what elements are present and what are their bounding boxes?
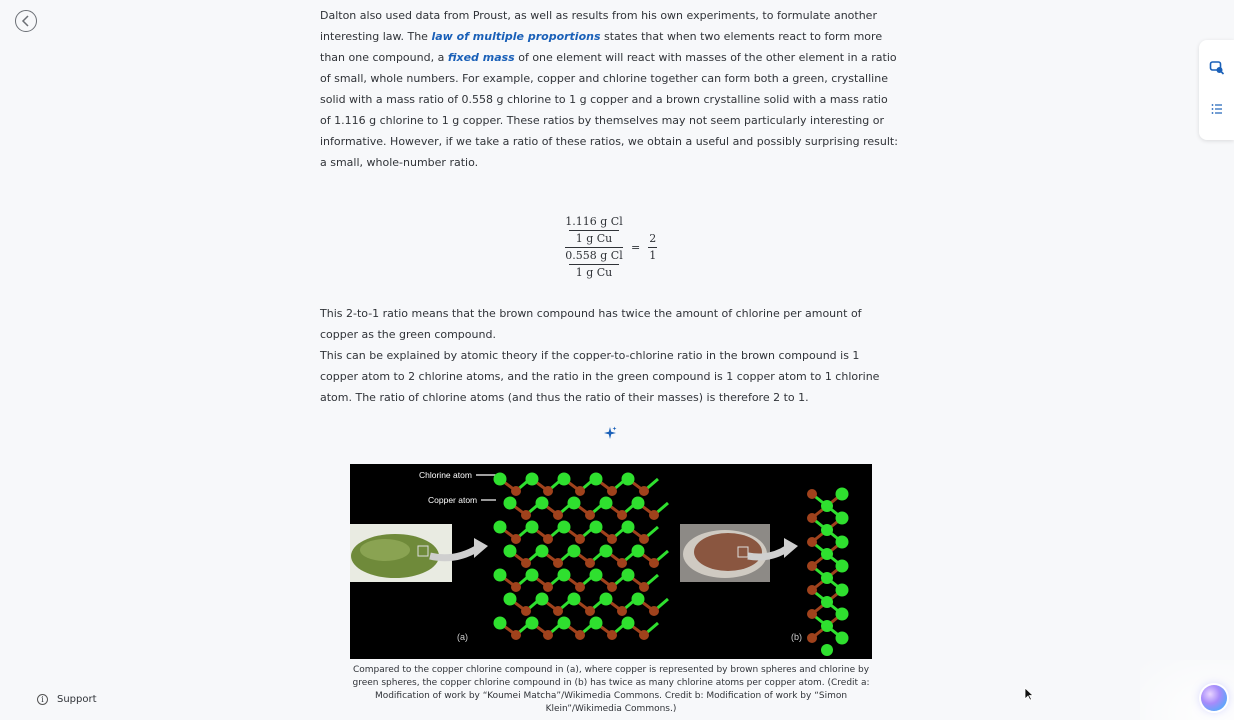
chlorine-atom xyxy=(526,521,539,534)
chlorine-atom xyxy=(836,560,849,573)
chlorine-atom xyxy=(558,617,571,630)
copper-atom xyxy=(639,486,649,496)
chlorine-atom xyxy=(836,632,849,645)
chlorine-atom xyxy=(504,593,517,606)
equation-term: 1 g Cu xyxy=(575,266,613,279)
chlorine-atom-label: Chlorine atom xyxy=(419,470,472,480)
lattice-a xyxy=(494,473,669,641)
panel-a-label: (a) xyxy=(457,632,468,642)
chlorine-atom xyxy=(632,545,645,558)
chlorine-atom xyxy=(504,497,517,510)
mouse-cursor-icon xyxy=(1024,687,1034,701)
result-fraction xyxy=(648,232,657,263)
copper-atom xyxy=(543,630,553,640)
copper-atom xyxy=(807,537,817,547)
copper-atom xyxy=(521,510,531,520)
chlorine-atom xyxy=(836,584,849,597)
paragraph-text: Dalton also used data from Proust, as well as results from his own experiments, to formulate another interesting law. The xyxy=(320,9,877,43)
paragraph-text: states that when two elements react to form more than one compound, a xyxy=(320,30,883,64)
equation-term: 0.558 g Cl xyxy=(565,249,623,262)
numerator-fraction xyxy=(565,215,622,246)
side-toolbar xyxy=(1199,40,1234,140)
copper-atom xyxy=(511,486,521,496)
copper-atom xyxy=(807,513,817,523)
chlorine-atom xyxy=(494,521,507,534)
arrow-a-head xyxy=(474,538,488,558)
copper-atom xyxy=(553,606,563,616)
chat-search-button[interactable] xyxy=(1209,60,1225,76)
copper-atom xyxy=(575,486,585,496)
sparkle-icon xyxy=(603,426,617,440)
copper-atom xyxy=(553,510,563,520)
green-powder-photo-shape xyxy=(360,539,410,561)
chat-search-icon xyxy=(1209,60,1225,76)
copper-atom xyxy=(639,534,649,544)
arrow-b-head xyxy=(784,538,798,558)
chlorine-atom xyxy=(536,545,549,558)
chlorine-atom xyxy=(558,521,571,534)
chlorine-atom xyxy=(558,569,571,582)
chlorine-atom xyxy=(590,569,603,582)
chlorine-atom xyxy=(494,617,507,630)
crystal-structure-illustration xyxy=(350,464,872,659)
article-content xyxy=(320,5,900,408)
equation-term: 1.116 g Cl xyxy=(565,215,623,228)
chlorine-atom xyxy=(536,593,549,606)
copper-atom xyxy=(807,609,817,619)
copper-atom xyxy=(639,630,649,640)
copper-atom xyxy=(553,558,563,568)
equation-term: 1 xyxy=(649,249,657,262)
copper-atom xyxy=(543,534,553,544)
chlorine-atom xyxy=(836,512,849,525)
copper-atom xyxy=(521,606,531,616)
chlorine-atom xyxy=(836,488,849,501)
copper-atom xyxy=(617,606,627,616)
copper-atom xyxy=(639,582,649,592)
chlorine-atom xyxy=(504,545,517,558)
chlorine-atom xyxy=(590,521,603,534)
copper-atom xyxy=(543,582,553,592)
chlorine-atom xyxy=(821,524,833,536)
copper-chloride-figure xyxy=(350,464,872,659)
info-icon: i xyxy=(37,694,48,705)
chlorine-atom xyxy=(622,521,635,534)
copper-atom-label: Copper atom xyxy=(428,495,478,505)
lattice-b xyxy=(807,488,849,657)
chlorine-atom xyxy=(836,608,849,621)
panel-b-label: (b) xyxy=(791,632,802,642)
chlorine-atom xyxy=(494,569,507,582)
chlorine-atom xyxy=(821,596,833,608)
back-button[interactable] xyxy=(15,10,37,32)
chlorine-atom xyxy=(600,497,613,510)
chlorine-atom xyxy=(536,497,549,510)
chlorine-atom xyxy=(600,593,613,606)
support-label: Support xyxy=(57,694,97,705)
chlorine-atom xyxy=(632,593,645,606)
chlorine-atom xyxy=(821,620,833,632)
chlorine-atom xyxy=(568,593,581,606)
copper-atom xyxy=(807,633,817,643)
copper-atom xyxy=(575,582,585,592)
chlorine-atom xyxy=(821,644,833,656)
copper-atom xyxy=(585,510,595,520)
copper-atom xyxy=(511,630,521,640)
chlorine-atom xyxy=(590,473,603,486)
equals-sign: = xyxy=(631,241,641,254)
chlorine-atom xyxy=(622,473,635,486)
copper-atom xyxy=(649,510,659,520)
copper-atom xyxy=(543,486,553,496)
paragraph-ratio-meaning: This 2-to-1 ratio means that the brown compound has twice the amount of chlorine per amount of copper as the green compound. xyxy=(320,307,862,341)
chlorine-atom xyxy=(526,617,539,630)
ratio-equation xyxy=(320,203,900,303)
chlorine-atom xyxy=(526,569,539,582)
paragraph-atomic-explanation: This can be explained by atomic theory if the copper-to-chlorine ratio in the brown compound is 1 copper atom to 2 chlorine atoms, and the ratio in the green compound is 1 copper atom to 1 chlorine atom. The ratio of chlorine atoms (and thus the ratio of their masses) is therefore 2 to 1. xyxy=(320,349,880,404)
copper-atom xyxy=(585,558,595,568)
chlorine-atom xyxy=(600,545,613,558)
support-link[interactable] xyxy=(37,694,97,705)
copper-atom xyxy=(607,534,617,544)
copper-atom xyxy=(511,582,521,592)
chlorine-atom xyxy=(821,500,833,512)
copper-atom xyxy=(617,558,627,568)
chevron-left-icon xyxy=(20,15,32,27)
term-link-fixed-mass[interactable]: fixed mass xyxy=(447,51,515,64)
chlorine-atom xyxy=(821,548,833,560)
copper-atom xyxy=(649,558,659,568)
chlorine-atom xyxy=(494,473,507,486)
figure-caption: Compared to the copper chlorine compound in (a), where copper is represented by brown spheres and chlorine by green spheres, the copper chlorine compound in (b) has twice as many chlorine atoms per copper atom. (Credit a: Modification of work by “Koumei Matcha”/Wikimedia Commons. Credit b: Modification of work by “Simon Klein”/Wikimedia Commons.) xyxy=(352,665,870,714)
copper-atom xyxy=(807,561,817,571)
copper-atom xyxy=(607,630,617,640)
paragraph-text: of one element will react with masses of the other element in a ratio of small, whole numbers. For example, copper and chlorine together can form both a green, crystalline solid with a mass ratio of 0.558 g chlorine to 1 g copper and a brown crystalline solid with a mass ratio of 1.116 g chlorine to 1 g copper. These ratios by themselves may not seem particularly interesting or informative. However, if we take a ratio of these ratios, we obtain a useful and possibly surprising result: a small, whole-number ratio. xyxy=(320,51,898,169)
copper-atom xyxy=(607,582,617,592)
copper-atom xyxy=(575,630,585,640)
chlorine-atom xyxy=(821,572,833,584)
assistant-orb-button[interactable] xyxy=(1201,685,1227,711)
copper-atom xyxy=(575,534,585,544)
chlorine-atom xyxy=(632,497,645,510)
chlorine-atom xyxy=(568,497,581,510)
table-of-contents-button[interactable] xyxy=(1209,101,1225,117)
list-icon xyxy=(1209,101,1225,117)
equation-term: 2 xyxy=(649,232,657,245)
copper-atom xyxy=(807,585,817,595)
chlorine-atom xyxy=(568,545,581,558)
copper-atom xyxy=(607,486,617,496)
copper-atom xyxy=(649,606,659,616)
chlorine-atom xyxy=(622,617,635,630)
chlorine-atom xyxy=(526,473,539,486)
copper-atom xyxy=(617,510,627,520)
copper-atom xyxy=(511,534,521,544)
term-link-law-of-multiple-proportions[interactable]: law of multiple proportions xyxy=(431,30,601,43)
chlorine-atom xyxy=(558,473,571,486)
denominator-fraction xyxy=(565,249,622,280)
chlorine-atom xyxy=(836,536,849,549)
chlorine-atom xyxy=(590,617,603,630)
brown-powder-shape xyxy=(694,533,762,571)
equation-term: 1 g Cu xyxy=(575,232,613,245)
copper-atom xyxy=(585,606,595,616)
copper-atom xyxy=(521,558,531,568)
paragraph-law-multiple-proportions xyxy=(320,5,900,173)
chlorine-atom xyxy=(622,569,635,582)
copper-atom xyxy=(807,489,817,499)
ai-sparkle-button[interactable] xyxy=(603,425,617,444)
